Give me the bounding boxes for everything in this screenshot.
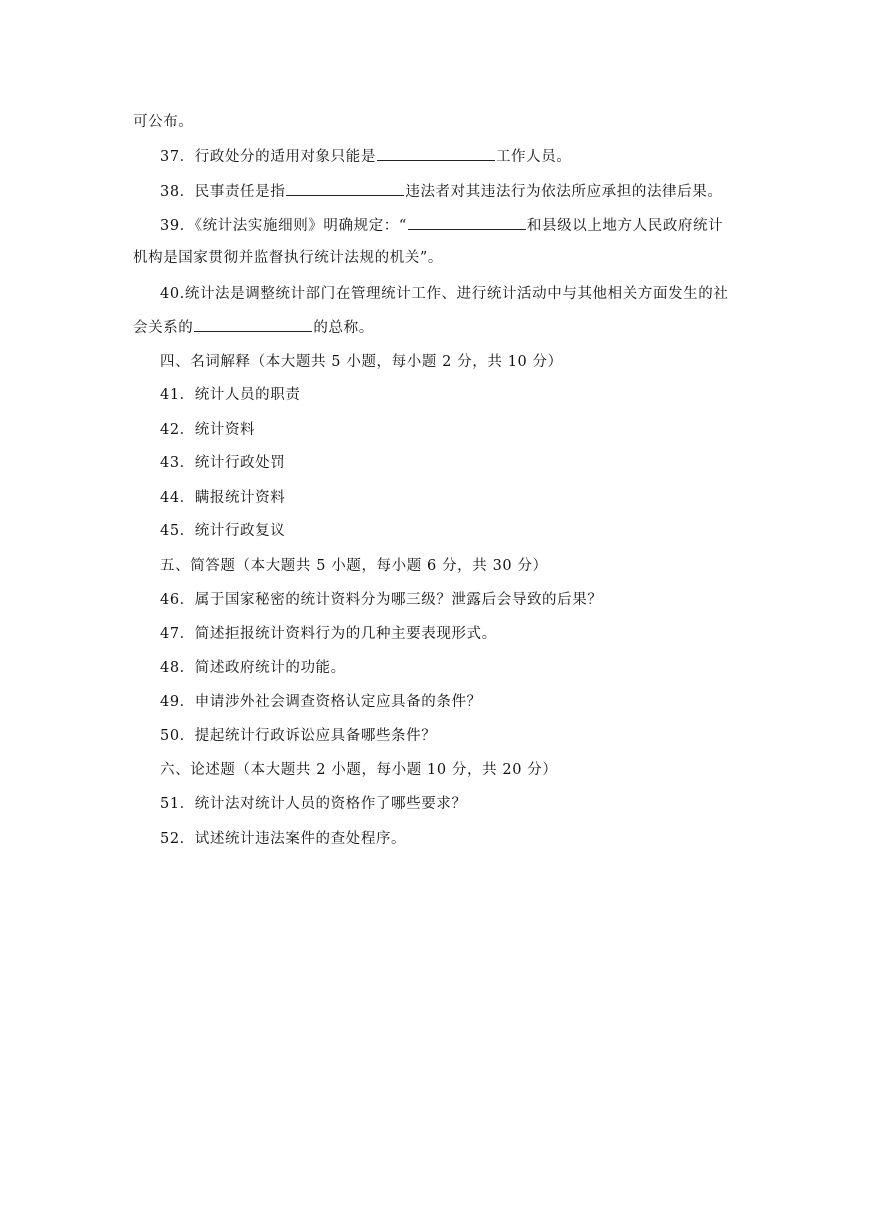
- question-40: 40.统计法是调整统计部门在管理统计工作、进行统计活动中与其他相关方面发生的社: [160, 286, 729, 302]
- question-43: 43．统计行政处罚: [160, 455, 286, 471]
- section-heading-5: 五、简答题（本大题共 5 小题，每小题 6 分，共 30 分）: [160, 558, 548, 574]
- fill-blank: [286, 181, 404, 196]
- fill-blank: [408, 215, 526, 230]
- question-40-continued: 会关系的 的总称。: [133, 317, 374, 338]
- continuation-line: 可公布。: [133, 114, 194, 130]
- question-48: 48．简述政府统计的功能。: [160, 660, 346, 676]
- question-39: 39．《统计法实施细则》明确规定：“ 和县级以上地方人民政府统计: [160, 215, 723, 236]
- section-heading-6: 六、论述题（本大题共 2 小题，每小题 10 分，共 20 分）: [160, 762, 558, 778]
- question-44: 44．瞒报统计资料: [160, 490, 286, 506]
- question-52: 52．试述统计违法案件的查处程序。: [160, 831, 407, 847]
- question-51: 51．统计法对统计人员的资格作了哪些要求？: [160, 796, 467, 812]
- question-47: 47．简述拒报统计资料行为的几种主要表现形式。: [160, 626, 497, 642]
- fill-blank: [377, 146, 495, 161]
- question-50: 50．提起统计行政诉讼应具备哪些条件？: [160, 728, 437, 744]
- question-37: 37．行政处分的适用对象只能是 工作人员。: [160, 146, 571, 167]
- question-49: 49．申请涉外社会调查资格认定应具备的条件？: [160, 694, 482, 710]
- fill-blank: [194, 317, 312, 332]
- question-42: 42．统计资料: [160, 422, 256, 438]
- question-46: 46．属于国家秘密的统计资料分为哪三级？泄露后会导致的后果？: [160, 592, 603, 608]
- question-45: 45．统计行政复议: [160, 523, 286, 539]
- question-38: 38．民事责任是指 违法者对其违法行为依法所应承担的法律后果。: [160, 181, 722, 202]
- question-39-continued: 机构是国家贯彻并监督执行统计法规的机关”。: [133, 250, 444, 266]
- section-heading-4: 四、名词解释（本大题共 5 小题，每小题 2 分，共 10 分）: [160, 354, 563, 370]
- question-41: 41．统计人员的职责: [160, 387, 301, 403]
